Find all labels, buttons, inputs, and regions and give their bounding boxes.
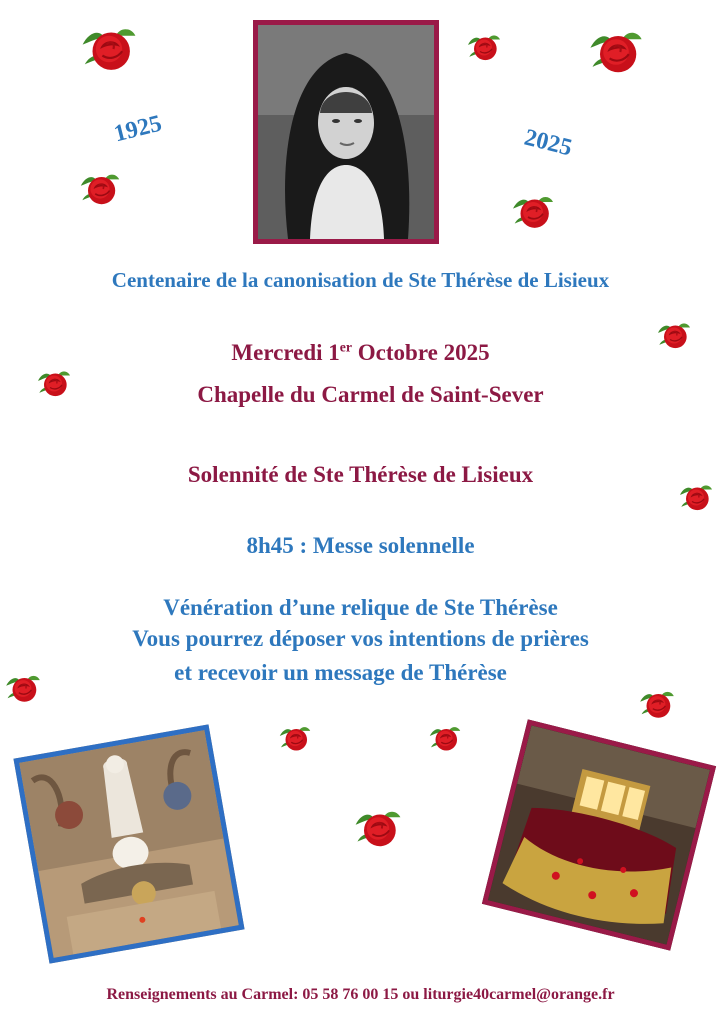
event-venue: Chapelle du Carmel de Saint-Sever xyxy=(197,382,544,407)
solemnity-title: Solennité de Ste Thérèse de Lisieux xyxy=(187,462,534,487)
mass-time: 8h45 : Messe solennelle xyxy=(246,533,475,558)
rose-icon xyxy=(508,190,558,234)
year-left: 1925 xyxy=(111,110,165,148)
event-date xyxy=(0,340,721,366)
veneration-line-3: et recevoir un message de Thérèse xyxy=(174,660,507,685)
rose-icon xyxy=(76,20,142,78)
rose-icon xyxy=(584,24,648,80)
date-prefix: Mercredi 1 xyxy=(231,340,340,365)
rose-icon xyxy=(464,30,504,65)
rose-icon xyxy=(426,722,464,755)
rose-icon xyxy=(76,168,124,210)
reliquary-photo xyxy=(482,719,716,950)
date-sup: er xyxy=(339,339,353,355)
chapel-statue-photo xyxy=(13,724,244,963)
year-right: 2025 xyxy=(521,124,575,162)
date-suffix: Octobre 2025 xyxy=(352,340,490,365)
rose-icon xyxy=(276,722,314,755)
headline: Centenaire de la canonisation de Ste Thérèse de Lisieux xyxy=(111,268,610,292)
rose-icon xyxy=(350,804,406,853)
veneration-line-1: Vénération d’une relique de Ste Thérèse xyxy=(163,595,558,620)
veneration-line-2: Vous pourrez déposer vos intentions de prières xyxy=(132,626,589,651)
rose-icon xyxy=(636,686,678,723)
contact-footer: Renseignements au Carmel: 05 58 76 00 15 ou liturgie40carmel@orange.fr xyxy=(106,986,615,1003)
portrait-photo xyxy=(253,20,439,244)
